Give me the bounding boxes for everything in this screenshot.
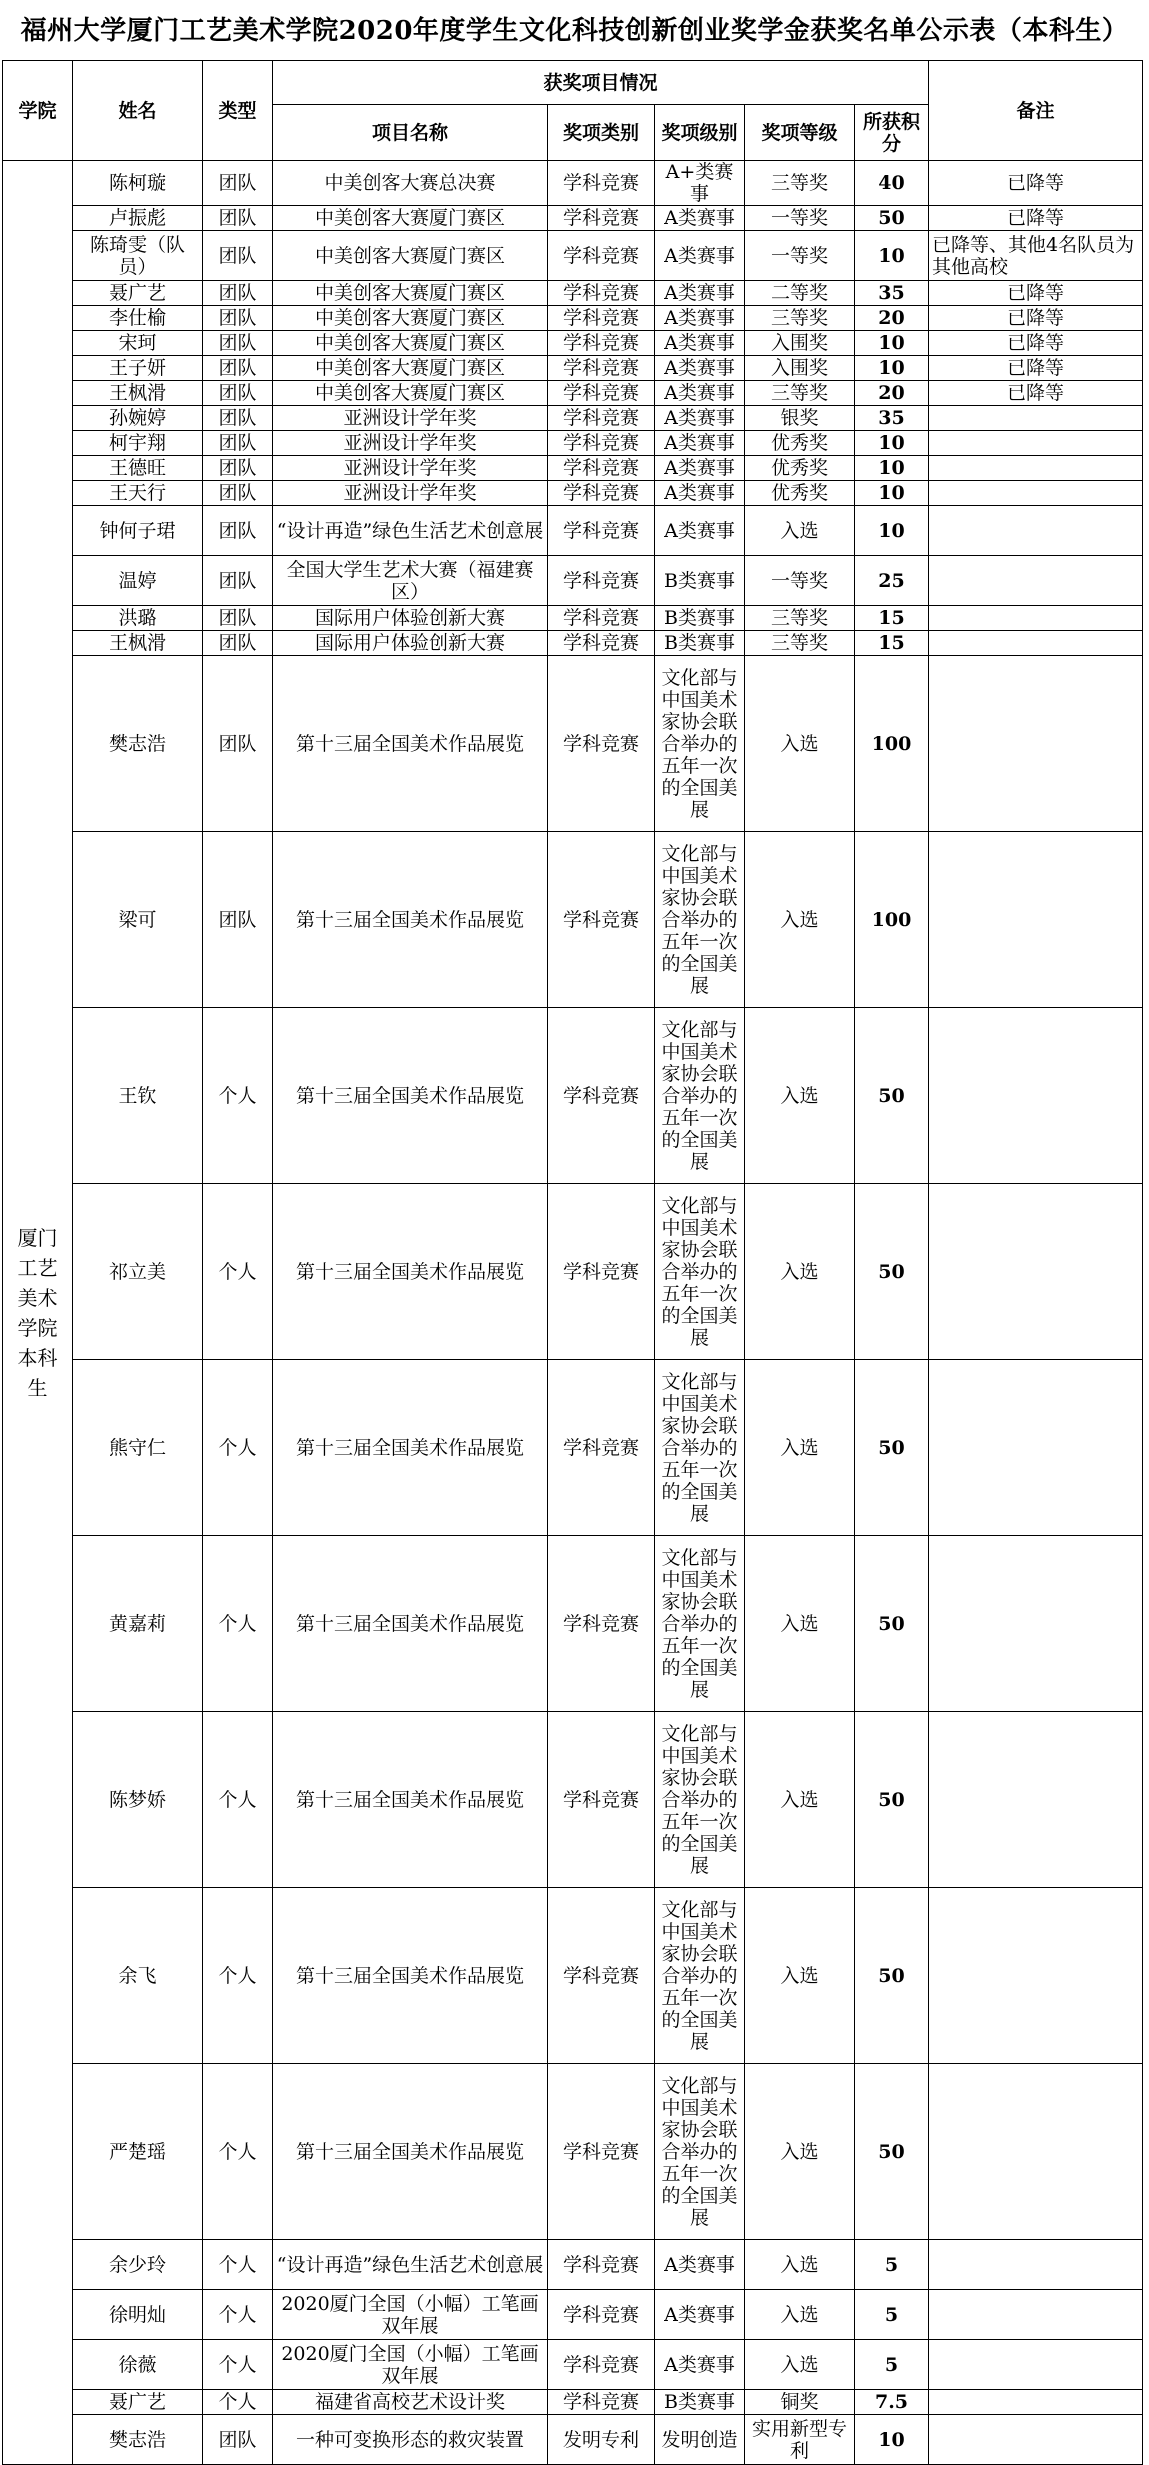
- cell-type: 个人: [203, 1184, 273, 1360]
- cell-points: 10: [855, 356, 929, 381]
- cell-level: A类赛事: [655, 206, 745, 231]
- cell-level: A+类赛事: [655, 161, 745, 206]
- cell-grade: 优秀奖: [745, 431, 855, 456]
- cell-points: 50: [855, 1008, 929, 1184]
- table-row: [3, 556, 1143, 606]
- cell-category: 学科竞赛: [548, 281, 655, 306]
- cell-category: 学科竞赛: [548, 231, 655, 281]
- header-points: 所获积分: [855, 105, 929, 161]
- cell-type: 团队: [203, 161, 273, 206]
- cell-category: 学科竞赛: [548, 832, 655, 1008]
- cell-category: 学科竞赛: [548, 431, 655, 456]
- cell-category: 学科竞赛: [548, 1536, 655, 1712]
- cell-remark: [929, 2240, 1143, 2290]
- cell-category: 学科竞赛: [548, 1360, 655, 1536]
- award-table: [2, 60, 1143, 2465]
- cell-points: 100: [855, 656, 929, 832]
- cell-name: 黄嘉莉: [73, 1536, 203, 1712]
- cell-type: 团队: [203, 481, 273, 506]
- cell-name: 宋珂: [73, 331, 203, 356]
- cell-points: 35: [855, 281, 929, 306]
- cell-project: 第十三届全国美术作品展览: [273, 1536, 548, 1712]
- cell-category: 学科竞赛: [548, 2240, 655, 2290]
- table-row: [3, 832, 1143, 1008]
- cell-points: 100: [855, 832, 929, 1008]
- cell-name: 孙婉婷: [73, 406, 203, 431]
- cell-level: A类赛事: [655, 456, 745, 481]
- table-row: [3, 161, 1143, 206]
- cell-level: 文化部与中国美术家协会联合举办的五年一次的全国美展: [655, 2064, 745, 2240]
- table-row: [3, 406, 1143, 431]
- cell-type: 团队: [203, 231, 273, 281]
- cell-points: 10: [855, 456, 929, 481]
- college-cell: 厦门工艺美术学院本科生: [3, 161, 73, 2465]
- cell-points: 50: [855, 206, 929, 231]
- cell-level: A类赛事: [655, 506, 745, 556]
- cell-remark: [929, 1360, 1143, 1536]
- cell-category: 学科竞赛: [548, 356, 655, 381]
- cell-project: 亚洲设计学年奖: [273, 481, 548, 506]
- cell-points: 20: [855, 306, 929, 331]
- table-row: [3, 1008, 1143, 1184]
- cell-type: 团队: [203, 356, 273, 381]
- cell-category: 学科竞赛: [548, 2340, 655, 2390]
- cell-project: 第十三届全国美术作品展览: [273, 1888, 548, 2064]
- cell-name: 严楚瑶: [73, 2064, 203, 2240]
- cell-remark: [929, 1888, 1143, 2064]
- cell-points: 10: [855, 331, 929, 356]
- header-category: 奖项类别: [548, 105, 655, 161]
- cell-points: 40: [855, 161, 929, 206]
- cell-type: 个人: [203, 1008, 273, 1184]
- table-row: [3, 1360, 1143, 1536]
- cell-type: 团队: [203, 281, 273, 306]
- cell-project: 福建省高校艺术设计奖: [273, 2390, 548, 2415]
- cell-remark: 已降等: [929, 206, 1143, 231]
- cell-grade: 入围奖: [745, 331, 855, 356]
- cell-grade: 入选: [745, 1712, 855, 1888]
- cell-category: 学科竞赛: [548, 631, 655, 656]
- table-body: [3, 161, 1143, 2465]
- cell-remark: [929, 606, 1143, 631]
- cell-project: “设计再造”绿色生活艺术创意展: [273, 2240, 548, 2290]
- cell-grade: 入选: [745, 1536, 855, 1712]
- cell-name: 陈琦雯（队员）: [73, 231, 203, 281]
- cell-category: 学科竞赛: [548, 656, 655, 832]
- cell-grade: 优秀奖: [745, 481, 855, 506]
- cell-type: 个人: [203, 2290, 273, 2340]
- cell-category: 学科竞赛: [548, 1184, 655, 1360]
- cell-remark: [929, 431, 1143, 456]
- cell-type: 个人: [203, 1888, 273, 2064]
- cell-level: B类赛事: [655, 631, 745, 656]
- cell-category: 学科竞赛: [548, 556, 655, 606]
- cell-category: 学科竞赛: [548, 506, 655, 556]
- cell-project: 全国大学生艺术大赛（福建赛区）: [273, 556, 548, 606]
- cell-remark: 已降等: [929, 161, 1143, 206]
- cell-level: B类赛事: [655, 2390, 745, 2415]
- cell-grade: 三等奖: [745, 306, 855, 331]
- cell-points: 50: [855, 1888, 929, 2064]
- cell-category: 学科竞赛: [548, 331, 655, 356]
- cell-grade: 入选: [745, 832, 855, 1008]
- cell-grade: 二等奖: [745, 281, 855, 306]
- cell-grade: 入选: [745, 506, 855, 556]
- cell-remark: [929, 1184, 1143, 1360]
- cell-type: 团队: [203, 331, 273, 356]
- cell-grade: 银奖: [745, 406, 855, 431]
- table-row: [3, 306, 1143, 331]
- cell-category: 学科竞赛: [548, 1888, 655, 2064]
- table-row: [3, 381, 1143, 406]
- cell-level: 发明创造: [655, 2415, 745, 2465]
- cell-remark: [929, 656, 1143, 832]
- table-row: [3, 656, 1143, 832]
- cell-remark: [929, 406, 1143, 431]
- cell-name: 聂广艺: [73, 2390, 203, 2415]
- cell-name: 王枫滑: [73, 381, 203, 406]
- cell-points: 5: [855, 2340, 929, 2390]
- table-row: [3, 2340, 1143, 2390]
- cell-points: 10: [855, 231, 929, 281]
- cell-grade: 优秀奖: [745, 456, 855, 481]
- cell-project: “设计再造”绿色生活艺术创意展: [273, 506, 548, 556]
- cell-remark: [929, 832, 1143, 1008]
- table-row: [3, 431, 1143, 456]
- cell-type: 团队: [203, 381, 273, 406]
- cell-type: 团队: [203, 506, 273, 556]
- header-type: 类型: [203, 61, 273, 161]
- cell-name: 梁可: [73, 832, 203, 1008]
- cell-category: 发明专利: [548, 2415, 655, 2465]
- cell-grade: 一等奖: [745, 206, 855, 231]
- header-college: 学院: [3, 61, 73, 161]
- cell-grade: 三等奖: [745, 631, 855, 656]
- header-grade: 奖项等级: [745, 105, 855, 161]
- cell-level: A类赛事: [655, 2290, 745, 2340]
- cell-type: 团队: [203, 556, 273, 606]
- table-row: [3, 281, 1143, 306]
- cell-project: 第十三届全国美术作品展览: [273, 1360, 548, 1536]
- cell-type: 团队: [203, 206, 273, 231]
- cell-grade: 入选: [745, 2340, 855, 2390]
- cell-level: A类赛事: [655, 356, 745, 381]
- cell-type: 团队: [203, 406, 273, 431]
- cell-grade: 一等奖: [745, 231, 855, 281]
- cell-remark: [929, 481, 1143, 506]
- cell-name: 李仕榆: [73, 306, 203, 331]
- cell-level: 文化部与中国美术家协会联合举办的五年一次的全国美展: [655, 832, 745, 1008]
- cell-points: 5: [855, 2240, 929, 2290]
- cell-type: 团队: [203, 631, 273, 656]
- cell-remark: 已降等: [929, 281, 1143, 306]
- cell-remark: [929, 1008, 1143, 1184]
- table-row: [3, 2290, 1143, 2340]
- cell-type: 团队: [203, 431, 273, 456]
- cell-grade: 入围奖: [745, 356, 855, 381]
- cell-project: 中美创客大赛厦门赛区: [273, 281, 548, 306]
- cell-name: 洪璐: [73, 606, 203, 631]
- cell-project: 亚洲设计学年奖: [273, 406, 548, 431]
- cell-project: 第十三届全国美术作品展览: [273, 832, 548, 1008]
- cell-name: 徐明灿: [73, 2290, 203, 2340]
- cell-grade: 入选: [745, 1360, 855, 1536]
- cell-type: 团队: [203, 656, 273, 832]
- cell-category: 学科竞赛: [548, 2290, 655, 2340]
- cell-name: 余飞: [73, 1888, 203, 2064]
- cell-level: A类赛事: [655, 281, 745, 306]
- cell-level: B类赛事: [655, 556, 745, 606]
- cell-grade: 入选: [745, 2064, 855, 2240]
- cell-remark: 已降等、其他4名队员为其他高校: [929, 231, 1143, 281]
- cell-category: 学科竞赛: [548, 1008, 655, 1184]
- cell-remark: 已降等: [929, 381, 1143, 406]
- cell-category: 学科竞赛: [548, 481, 655, 506]
- cell-grade: 三等奖: [745, 381, 855, 406]
- cell-category: 学科竞赛: [548, 1712, 655, 1888]
- cell-level: 文化部与中国美术家协会联合举办的五年一次的全国美展: [655, 1536, 745, 1712]
- cell-remark: 已降等: [929, 356, 1143, 381]
- table-row: [3, 456, 1143, 481]
- cell-name: 王枫滑: [73, 631, 203, 656]
- cell-points: 35: [855, 406, 929, 431]
- cell-type: 个人: [203, 1360, 273, 1536]
- cell-remark: [929, 1536, 1143, 1712]
- cell-remark: [929, 456, 1143, 481]
- cell-project: 中美创客大赛厦门赛区: [273, 231, 548, 281]
- table-row: [3, 606, 1143, 631]
- cell-type: 团队: [203, 456, 273, 481]
- cell-level: A类赛事: [655, 231, 745, 281]
- table-row: [3, 2415, 1143, 2465]
- cell-points: 15: [855, 631, 929, 656]
- cell-category: 学科竞赛: [548, 606, 655, 631]
- table-row: [3, 331, 1143, 356]
- cell-name: 余少玲: [73, 2240, 203, 2290]
- cell-category: 学科竞赛: [548, 306, 655, 331]
- cell-points: 5: [855, 2290, 929, 2340]
- cell-grade: 入选: [745, 1184, 855, 1360]
- cell-grade: 入选: [745, 1008, 855, 1184]
- cell-project: 第十三届全国美术作品展览: [273, 1008, 548, 1184]
- cell-project: 2020厦门全国（小幅）工笔画双年展: [273, 2340, 548, 2390]
- cell-remark: [929, 2290, 1143, 2340]
- cell-category: 学科竞赛: [548, 161, 655, 206]
- cell-grade: 实用新型专利: [745, 2415, 855, 2465]
- cell-project: 第十三届全国美术作品展览: [273, 1712, 548, 1888]
- cell-level: A类赛事: [655, 406, 745, 431]
- cell-type: 团队: [203, 832, 273, 1008]
- cell-project: 第十三届全国美术作品展览: [273, 656, 548, 832]
- cell-project: 第十三届全国美术作品展览: [273, 1184, 548, 1360]
- cell-grade: 铜奖: [745, 2390, 855, 2415]
- cell-level: 文化部与中国美术家协会联合举办的五年一次的全国美展: [655, 1712, 745, 1888]
- cell-points: 7.5: [855, 2390, 929, 2415]
- cell-type: 团队: [203, 2415, 273, 2465]
- table-row: [3, 1184, 1143, 1360]
- cell-points: 10: [855, 2415, 929, 2465]
- cell-remark: [929, 1712, 1143, 1888]
- cell-type: 团队: [203, 606, 273, 631]
- cell-name: 聂广艺: [73, 281, 203, 306]
- cell-project: 中美创客大赛厦门赛区: [273, 206, 548, 231]
- table-row: [3, 481, 1143, 506]
- cell-remark: [929, 506, 1143, 556]
- cell-level: A类赛事: [655, 431, 745, 456]
- cell-name: 温婷: [73, 556, 203, 606]
- cell-type: 个人: [203, 1536, 273, 1712]
- cell-project: 亚洲设计学年奖: [273, 456, 548, 481]
- cell-project: 中美创客大赛厦门赛区: [273, 306, 548, 331]
- cell-grade: 一等奖: [745, 556, 855, 606]
- cell-name: 樊志浩: [73, 2415, 203, 2465]
- cell-project: 亚洲设计学年奖: [273, 431, 548, 456]
- page-title: 福州大学厦门工艺美术学院2020年度学生文化科技创新创业奖学金获奖名单公示表（本科生）: [20, 16, 1129, 46]
- cell-name: 钟何子珺: [73, 506, 203, 556]
- cell-name: 熊守仁: [73, 1360, 203, 1536]
- cell-project: 中美创客大赛总决赛: [273, 161, 548, 206]
- table-row: [3, 2064, 1143, 2240]
- cell-name: 陈柯璇: [73, 161, 203, 206]
- cell-category: 学科竞赛: [548, 2064, 655, 2240]
- cell-level: A类赛事: [655, 306, 745, 331]
- cell-level: A类赛事: [655, 381, 745, 406]
- cell-points: 50: [855, 1712, 929, 1888]
- cell-level: A类赛事: [655, 331, 745, 356]
- cell-project: 中美创客大赛厦门赛区: [273, 381, 548, 406]
- cell-category: 学科竞赛: [548, 381, 655, 406]
- table-row: [3, 1712, 1143, 1888]
- cell-name: 祁立美: [73, 1184, 203, 1360]
- table-row: [3, 206, 1143, 231]
- cell-name: 王德旺: [73, 456, 203, 481]
- cell-remark: [929, 2340, 1143, 2390]
- cell-project: 中美创客大赛厦门赛区: [273, 331, 548, 356]
- cell-remark: 已降等: [929, 306, 1143, 331]
- cell-project: 一种可变换形态的救灾装置: [273, 2415, 548, 2465]
- cell-name: 王天行: [73, 481, 203, 506]
- cell-points: 10: [855, 481, 929, 506]
- cell-category: 学科竞赛: [548, 2390, 655, 2415]
- table-row: [3, 356, 1143, 381]
- table-row: [3, 2240, 1143, 2290]
- cell-points: 50: [855, 1360, 929, 1536]
- cell-points: 10: [855, 506, 929, 556]
- header-remark: 备注: [929, 61, 1143, 161]
- cell-name: 柯宇翔: [73, 431, 203, 456]
- cell-remark: [929, 556, 1143, 606]
- cell-remark: 已降等: [929, 331, 1143, 356]
- cell-level: B类赛事: [655, 606, 745, 631]
- header-level: 奖项级别: [655, 105, 745, 161]
- cell-remark: [929, 2415, 1143, 2465]
- cell-grade: 入选: [745, 656, 855, 832]
- header-name: 姓名: [73, 61, 203, 161]
- cell-grade: 入选: [745, 1888, 855, 2064]
- cell-project: 国际用户体验创新大赛: [273, 631, 548, 656]
- cell-level: 文化部与中国美术家协会联合举办的五年一次的全国美展: [655, 1360, 745, 1536]
- table-row: [3, 1536, 1143, 1712]
- cell-name: 陈梦娇: [73, 1712, 203, 1888]
- cell-remark: [929, 2390, 1143, 2415]
- table-row: [3, 1888, 1143, 2064]
- cell-type: 团队: [203, 306, 273, 331]
- cell-type: 个人: [203, 2390, 273, 2415]
- cell-level: 文化部与中国美术家协会联合举办的五年一次的全国美展: [655, 1008, 745, 1184]
- cell-project: 中美创客大赛厦门赛区: [273, 356, 548, 381]
- cell-points: 50: [855, 2064, 929, 2240]
- cell-level: A类赛事: [655, 2240, 745, 2290]
- cell-points: 50: [855, 1536, 929, 1712]
- header-award-info: 获奖项目情况: [273, 61, 929, 105]
- cell-project: 第十三届全国美术作品展览: [273, 2064, 548, 2240]
- cell-grade: 入选: [745, 2240, 855, 2290]
- cell-name: 王钦: [73, 1008, 203, 1184]
- table-row: [3, 2390, 1143, 2415]
- cell-type: 个人: [203, 1712, 273, 1888]
- cell-type: 个人: [203, 2340, 273, 2390]
- cell-points: 15: [855, 606, 929, 631]
- cell-points: 20: [855, 381, 929, 406]
- cell-points: 10: [855, 431, 929, 456]
- cell-name: 王子妍: [73, 356, 203, 381]
- table-row: [3, 506, 1143, 556]
- cell-category: 学科竞赛: [548, 206, 655, 231]
- cell-category: 学科竞赛: [548, 456, 655, 481]
- cell-grade: 入选: [745, 2290, 855, 2340]
- cell-level: 文化部与中国美术家协会联合举办的五年一次的全国美展: [655, 1184, 745, 1360]
- cell-remark: [929, 2064, 1143, 2240]
- cell-grade: 三等奖: [745, 161, 855, 206]
- cell-project: 2020厦门全国（小幅）工笔画双年展: [273, 2290, 548, 2340]
- cell-category: 学科竞赛: [548, 406, 655, 431]
- cell-name: 樊志浩: [73, 656, 203, 832]
- cell-project: 国际用户体验创新大赛: [273, 606, 548, 631]
- cell-name: 卢振彪: [73, 206, 203, 231]
- cell-name: 徐薇: [73, 2340, 203, 2390]
- table-row: [3, 631, 1143, 656]
- cell-remark: [929, 631, 1143, 656]
- cell-type: 个人: [203, 2240, 273, 2290]
- cell-level: A类赛事: [655, 2340, 745, 2390]
- cell-level: 文化部与中国美术家协会联合举办的五年一次的全国美展: [655, 1888, 745, 2064]
- cell-points: 25: [855, 556, 929, 606]
- cell-level: A类赛事: [655, 481, 745, 506]
- cell-points: 50: [855, 1184, 929, 1360]
- table-row: [3, 231, 1143, 281]
- cell-grade: 三等奖: [745, 606, 855, 631]
- cell-level: 文化部与中国美术家协会联合举办的五年一次的全国美展: [655, 656, 745, 832]
- header-project: 项目名称: [273, 105, 548, 161]
- cell-type: 个人: [203, 2064, 273, 2240]
